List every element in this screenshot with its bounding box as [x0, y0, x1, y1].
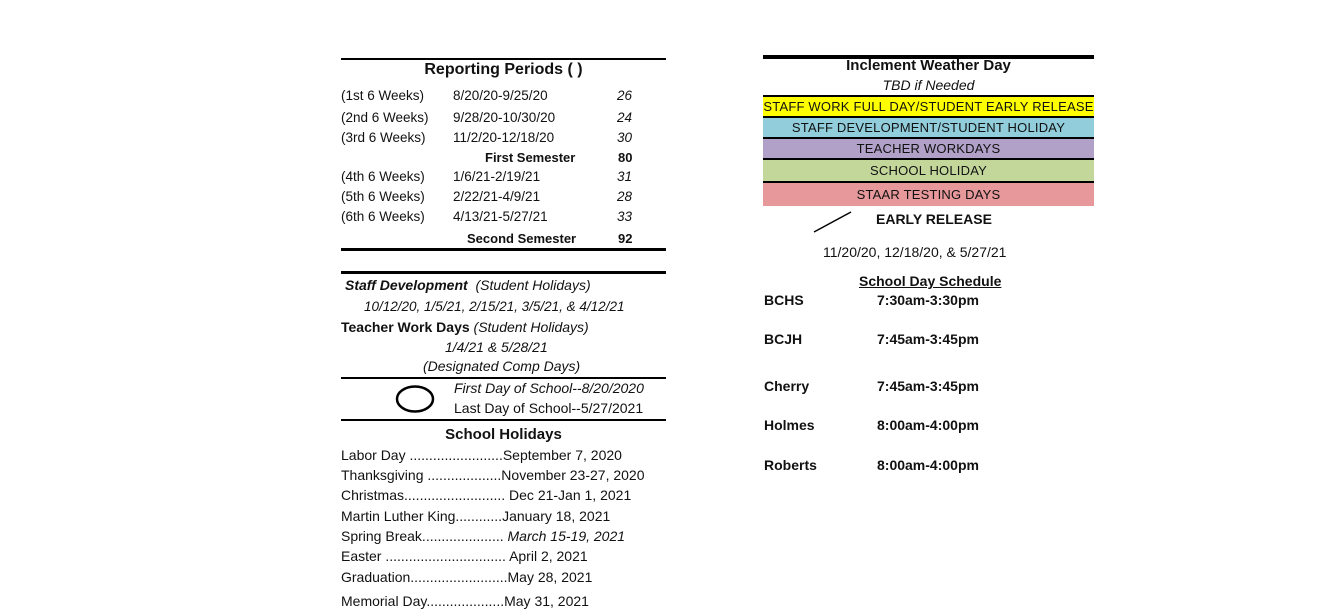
staff-development-dates: 10/12/20, 1/5/21, 2/15/21, 3/5/21, & 4/12/21: [364, 299, 625, 314]
inclement-weather-note: TBD if Needed: [882, 77, 975, 93]
first-semester-label: First Semester: [485, 150, 576, 165]
schedule-school: Roberts: [764, 457, 817, 473]
second-semester-label: Second Semester: [467, 231, 577, 246]
holiday-row: Graduation.........................May 28, 2021: [341, 569, 593, 585]
legend-early-release-bar: STAFF WORK FULL DAY/STUDENT EARLY RELEASE: [763, 99, 1094, 114]
holiday-row: Memorial Day....................May 31, 2021: [341, 593, 589, 609]
schedule-time: 8:00am-4:00pm: [877, 417, 979, 433]
inclement-weather-title: Inclement Weather Day: [846, 57, 1011, 74]
holiday-row: Thanksgiving ...................November 23-27, 2020: [341, 467, 645, 483]
first-day-of-school: First Day of School--8/20/2020: [454, 380, 644, 396]
early-release-dates: 11/20/20, 12/18/20, & 5/27/21: [823, 244, 1007, 260]
teacher-work-days-dates: 1/4/21 & 5/28/21: [445, 339, 548, 355]
legend-staff-development-bar: STAFF DEVELOPMENT/STUDENT HOLIDAY: [763, 118, 1094, 137]
reporting-periods-title: Reporting Periods ( ): [424, 61, 583, 78]
school-day-schedule-title: School Day Schedule: [859, 273, 1002, 289]
reporting-row-3: (3rd 6 Weeks) 11/2/20-12/18/20 30: [341, 130, 633, 145]
schedule-school: Holmes: [764, 417, 815, 433]
schedule-school: Cherry: [764, 378, 810, 394]
schedule-school: BCJH: [764, 331, 803, 347]
staff-development-heading: Staff Development (Student Holidays): [345, 277, 591, 293]
reporting-row-2: (2nd 6 Weeks) 9/28/20-10/30/20 24: [341, 110, 633, 125]
legend-school-holiday-bar: SCHOOL HOLIDAY: [763, 160, 1094, 181]
circle-marker-icon: [395, 384, 435, 414]
holiday-row: Easter ............................... April 2, 2021: [341, 548, 588, 564]
reporting-row-6: (6th 6 Weeks) 4/13/21-5/27/21 33: [341, 209, 633, 224]
divider: [341, 58, 666, 60]
early-release-slash-icon: [812, 209, 854, 235]
holiday-row: Martin Luther King............January 18, 2021: [341, 508, 611, 524]
reporting-row-5: (5th 6 Weeks) 2/22/21-4/9/21 28: [341, 189, 633, 204]
school-holidays-title: School Holidays: [445, 426, 562, 443]
reporting-row-1: (1st 6 Weeks) 8/20/20-9/25/20 26: [341, 88, 633, 103]
first-semester-days: 80: [618, 150, 633, 165]
holiday-row: Christmas.......................... Dec 21-Jan 1, 2021: [341, 487, 632, 503]
comp-days-note: (Designated Comp Days): [423, 358, 581, 374]
divider: [341, 419, 666, 421]
teacher-work-days-heading: Teacher Work Days (Student Holidays): [341, 319, 589, 335]
reporting-row-4: (4th 6 Weeks) 1/6/21-2/19/21 31: [341, 169, 633, 184]
holiday-row: Spring Break..................... March 15-19, 2021: [341, 528, 626, 544]
holiday-row: Labor Day ........................September 7, 2020: [341, 447, 622, 463]
second-semester-days: 92: [618, 231, 633, 246]
legend-teacher-workdays-bar: TEACHER WORKDAYS: [763, 139, 1094, 158]
schedule-time: 7:45am-3:45pm: [877, 378, 979, 394]
schedule-time: 7:45am-3:45pm: [877, 331, 979, 347]
last-day-of-school: Last Day of School--5/27/2021: [454, 400, 644, 416]
divider: [341, 271, 666, 274]
schedule-time: 7:30am-3:30pm: [877, 292, 979, 308]
schedule-school: BCHS: [764, 292, 804, 308]
divider: [341, 248, 666, 251]
schedule-time: 8:00am-4:00pm: [877, 457, 979, 473]
divider: [341, 377, 666, 379]
early-release-label: EARLY RELEASE: [876, 211, 992, 227]
legend-staar-testing-bar: STAAR TESTING DAYS: [763, 183, 1094, 206]
